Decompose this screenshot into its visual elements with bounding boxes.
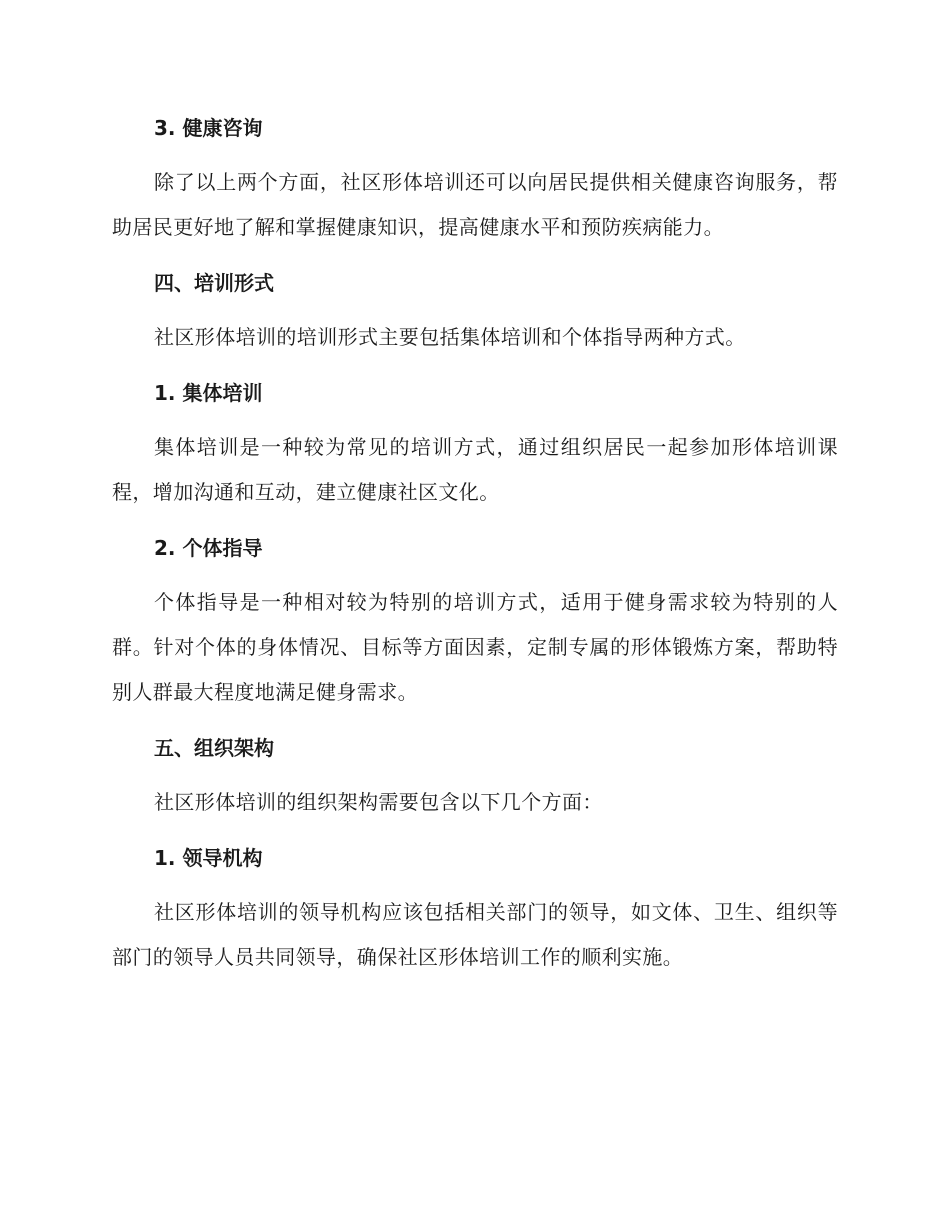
paragraph-group-training: 集体培训是一种较为常见的培训方式，通过组织居民一起参加形体培训课程，增加沟通和互动，建立健康社区文化。 xyxy=(112,435,838,504)
section-heading-training-forms: 四、培训形式 xyxy=(154,271,274,295)
paragraph-leadership: 社区形体培训的领导机构应该包括相关部门的领导，如文体、卫生、组织等部门的领导人员共同领导，确保社区形体培训工作的顺利实施。 xyxy=(112,900,838,969)
paragraph-training-forms: 社区形体培训的培训形式主要包括集体培训和个体指导两种方式。 xyxy=(154,325,746,349)
section-heading-group-training: 1. 集体培训 xyxy=(154,381,263,405)
paragraph-organization: 社区形体培训的组织架构需要包含以下几个方面： xyxy=(154,790,603,814)
paragraph-individual-guidance: 个体指导是一种相对较为特别的培训方式，适用于健身需求较为特别的人群。针对个体的身体情况、目标等方面因素，定制专属的形体锻炼方案，帮助特别人群最大程度地满足健身需求。 xyxy=(112,590,838,704)
section-heading-organization: 五、组织架构 xyxy=(154,736,274,760)
section-heading-leadership: 1. 领导机构 xyxy=(154,846,263,870)
section-heading-individual-guidance: 2. 个体指导 xyxy=(154,536,263,560)
section-heading-health-consulting: 3. 健康咨询 xyxy=(154,116,263,140)
paragraph-health-consulting: 除了以上两个方面，社区形体培训还可以向居民提供相关健康咨询服务，帮助居民更好地了解和掌握健康知识，提高健康水平和预防疾病能力。 xyxy=(112,170,838,239)
